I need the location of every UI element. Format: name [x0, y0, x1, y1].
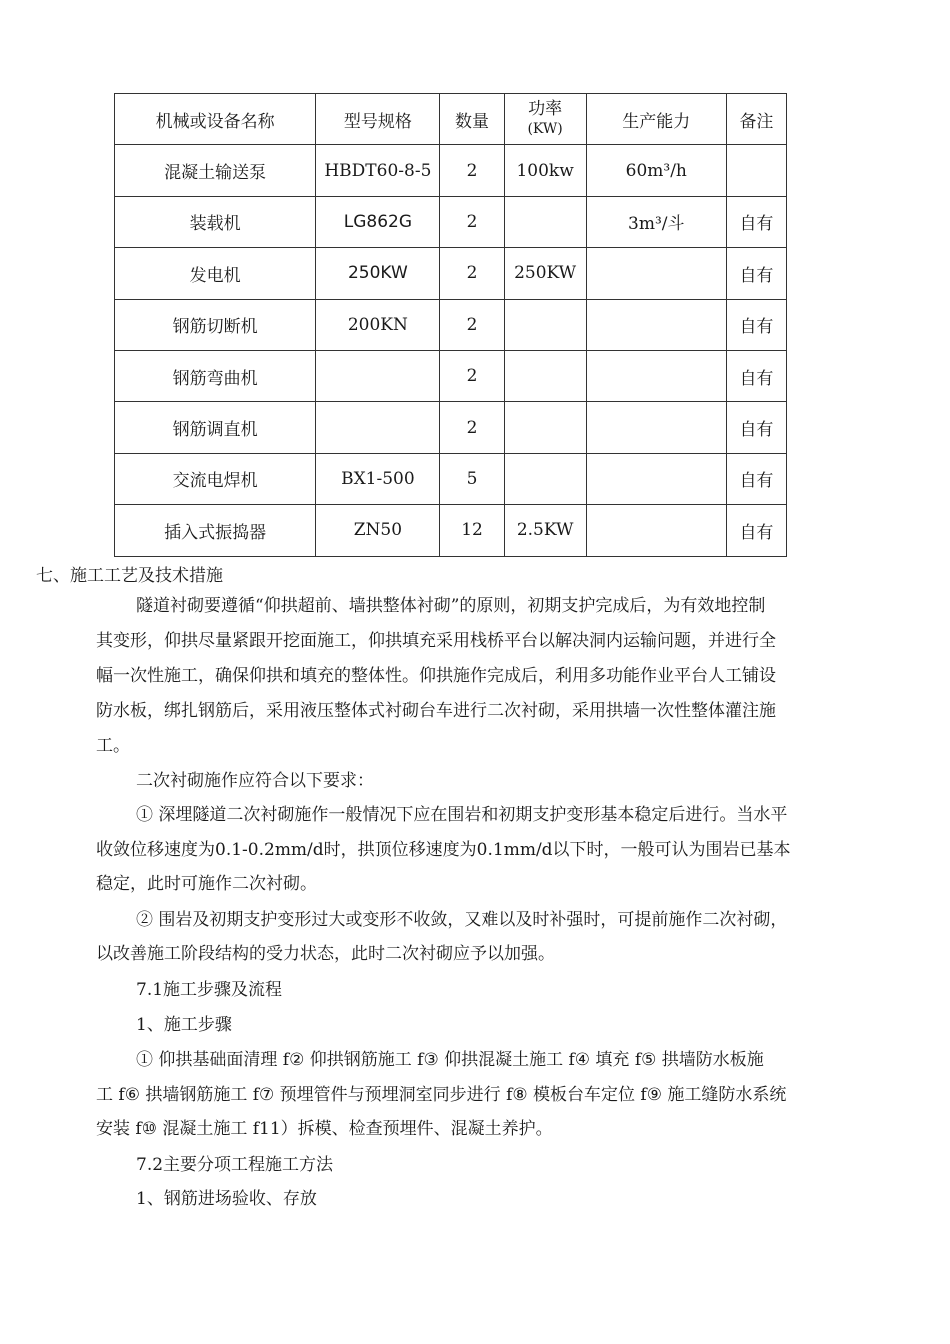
table-row — [115, 248, 787, 299]
cell-name: 钢筋弯曲机 — [115, 350, 316, 401]
subsection-heading: 1、钢筋进场验收、存放 — [136, 1189, 317, 1209]
cell-model: 200KN — [316, 299, 440, 350]
subsection-heading: 7.2主要分项工程施工方法 — [136, 1155, 334, 1175]
paragraph-line: 工 f⑥ 拱墙钢筋施工 f⑦ 预埋管件与预埋洞室同步进行 f⑧ 模板台车定位 f⑨ 施工缝防水系统 — [96, 1085, 787, 1105]
cell-name: 装载机 — [115, 196, 316, 247]
cell-power: 2.5KW — [504, 505, 586, 556]
cell-power — [504, 453, 586, 504]
header-power-label: 功率 — [528, 99, 563, 120]
cell-model: ZN50 — [316, 505, 440, 556]
cell-qty: 2 — [440, 350, 504, 401]
cell-name: 插入式振捣器 — [115, 505, 316, 556]
cell-qty: 2 — [440, 299, 504, 350]
cell-model — [316, 402, 440, 453]
cell-capacity — [586, 402, 726, 453]
cell-name: 混凝土输送泵 — [115, 145, 316, 196]
cell-name: 钢筋调直机 — [115, 402, 316, 453]
cell-qty: 2 — [440, 196, 504, 247]
header-capacity: 生产能力 — [586, 94, 726, 145]
cell-model: BX1-500 — [316, 453, 440, 504]
cell-qty: 5 — [440, 453, 504, 504]
cell-capacity — [586, 299, 726, 350]
equipment-table — [114, 93, 787, 557]
cell-note: 自有 — [726, 453, 786, 504]
paragraph-line: 工。 — [96, 736, 130, 756]
cell-power — [504, 402, 586, 453]
paragraph-line: ① 仰拱基础面清理 f② 仰拱钢筋施工 f③ 仰拱混凝土施工 f④ 填充 f⑤ 拱墙防水板施 — [136, 1050, 764, 1070]
cell-model: LG862G — [316, 196, 440, 247]
cell-capacity: 60m³/h — [586, 145, 726, 196]
table-row — [115, 350, 787, 401]
cell-name: 交流电焊机 — [115, 453, 316, 504]
cell-power: 250KW — [504, 248, 586, 299]
cell-note — [726, 145, 786, 196]
table-row — [115, 453, 787, 504]
paragraph-line: 二次衬砌施作应符合以下要求： — [136, 771, 374, 791]
cell-power: 100kw — [504, 145, 586, 196]
header-power — [504, 94, 586, 145]
cell-power — [504, 350, 586, 401]
cell-capacity — [586, 350, 726, 401]
paragraph-line: ② 围岩及初期支护变形过大或变形不收敛，又难以及时补强时，可提前施作二次衬砌， — [136, 910, 788, 930]
header-name: 机械或设备名称 — [115, 94, 316, 145]
paragraph-line: 收敛位移速度为0.1-0.2mm/d时，拱顶位移速度为0.1mm/d以下时，一般可认为围岩已基本 — [96, 840, 791, 860]
cell-model: HBDT60-8-5 — [316, 145, 440, 196]
cell-power — [504, 196, 586, 247]
table-header-row — [115, 94, 787, 145]
cell-model — [316, 350, 440, 401]
cell-capacity — [586, 505, 726, 556]
table-row — [115, 145, 787, 196]
cell-name: 钢筋切断机 — [115, 299, 316, 350]
cell-note: 自有 — [726, 505, 786, 556]
cell-qty: 12 — [440, 505, 504, 556]
table-row — [115, 402, 787, 453]
cell-model: 250KW — [316, 248, 440, 299]
cell-note: 自有 — [726, 248, 786, 299]
cell-note: 自有 — [726, 402, 786, 453]
cell-capacity: 3m³/斗 — [586, 196, 726, 247]
header-qty: 数量 — [440, 94, 504, 145]
paragraph-line: 隧道衬砌要遵循“仰拱超前、墙拱整体衬砌”的原则，初期支护完成后，为有效地控制 — [136, 596, 766, 616]
paragraph-line: 其变形，仰拱尽量紧跟开挖面施工，仰拱填充采用栈桥平台以解决洞内运输问题，并进行全 — [96, 631, 776, 651]
table-row — [115, 505, 787, 556]
cell-note: 自有 — [726, 299, 786, 350]
table-row — [115, 299, 787, 350]
cell-qty: 2 — [440, 248, 504, 299]
cell-capacity — [586, 453, 726, 504]
header-model: 型号规格 — [316, 94, 440, 145]
paragraph-line: 防水板，绑扎钢筋后，采用液压整体式衬砌台车进行二次衬砌，采用拱墙一次性整体灌注施 — [96, 701, 776, 721]
cell-qty: 2 — [440, 145, 504, 196]
table-row — [115, 196, 787, 247]
header-power-unit: (KW) — [527, 121, 563, 138]
paragraph-line: 幅一次性施工，确保仰拱和填充的整体性。仰拱施作完成后，利用多功能作业平台人工铺设 — [96, 666, 776, 686]
cell-note: 自有 — [726, 196, 786, 247]
subsection-heading: 1、施工步骤 — [136, 1015, 232, 1035]
paragraph-line: 稳定，此时可施作二次衬砌。 — [96, 874, 317, 894]
paragraph-line: 安装 f⑩ 混凝土施工 f11）拆模、检查预埋件、混凝土养护。 — [96, 1119, 553, 1139]
cell-power — [504, 299, 586, 350]
cell-qty: 2 — [440, 402, 504, 453]
cell-name: 发电机 — [115, 248, 316, 299]
paragraph-line: 以改善施工阶段结构的受力状态，此时二次衬砌应予以加强。 — [96, 944, 555, 964]
subsection-heading: 7.1施工步骤及流程 — [136, 980, 283, 1000]
header-note: 备注 — [726, 94, 786, 145]
cell-capacity — [586, 248, 726, 299]
section-heading: 七、施工工艺及技术措施 — [36, 566, 223, 586]
cell-note: 自有 — [726, 350, 786, 401]
paragraph-line: ① 深埋隧道二次衬砌施作一般情况下应在围岩和初期支护变形基本稳定后进行。当水平 — [136, 805, 788, 825]
